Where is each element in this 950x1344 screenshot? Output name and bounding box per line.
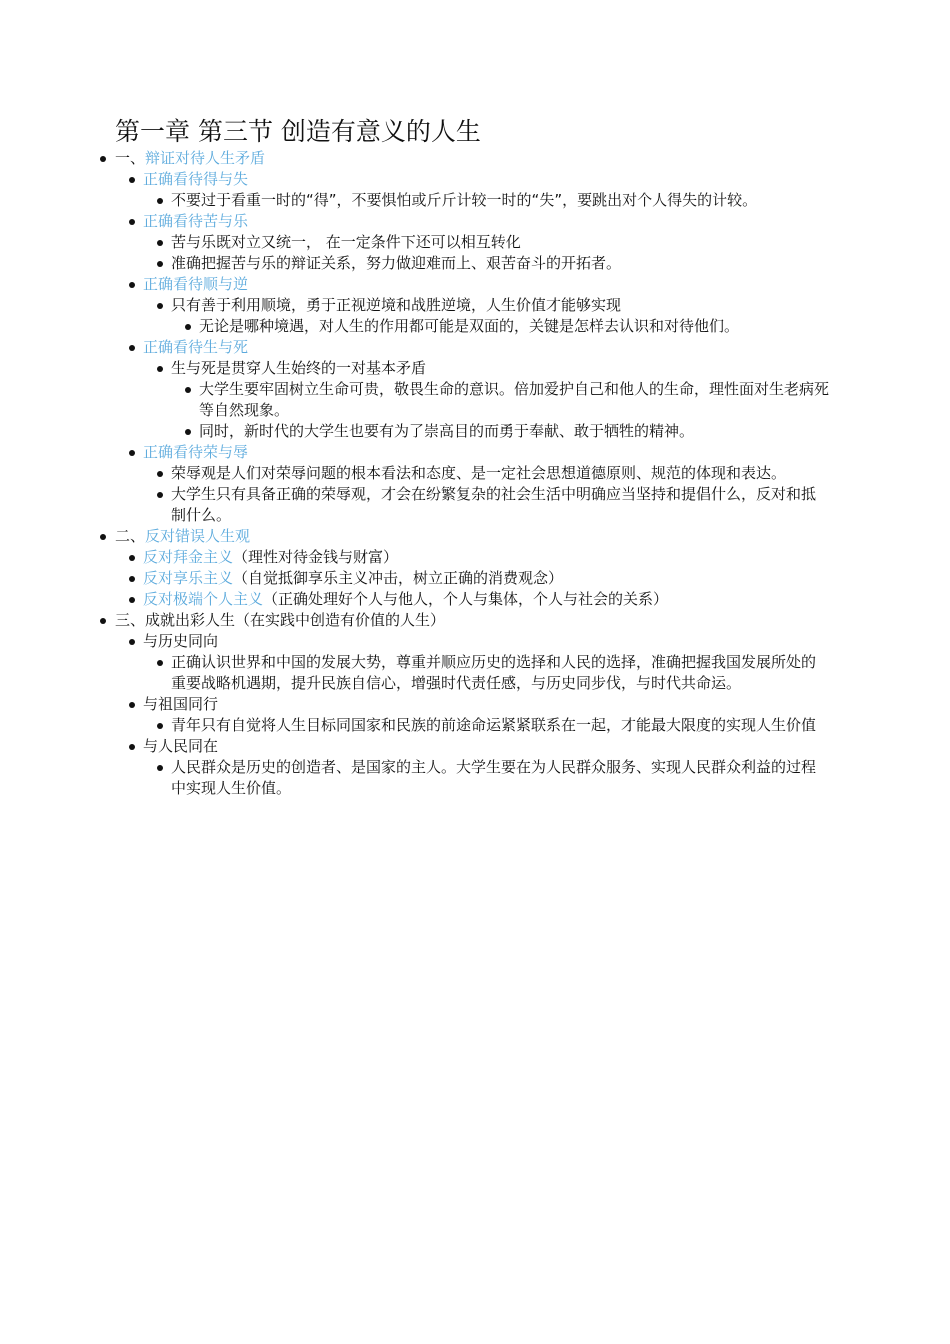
subpoint-text: 同时，新时代的大学生也要有为了崇高目的而勇于奉献、敢于牺牲的精神。 [199,422,695,440]
point-text: 青年只有自觉将人生目标同国家和民族的前途命运紧紧联系在一起，才能最大限度的实现人生价值 [171,716,817,734]
section-link[interactable]: 反对错误人生观 [145,527,251,545]
subsection-3-2 [0,694,950,715]
subsection-link[interactable]: 正确看待得与失 [143,170,249,188]
point-text: 苦与乐既对立又统一， 在一定条件下还可以相互转化 [171,233,521,251]
subsection-2-1 [0,547,950,568]
bullet-icon [157,198,163,204]
subsection-1-2 [0,211,950,232]
subsection-note: （正确处理好个人与他人，个人与集体，个人与社会的关系） [263,590,669,608]
bullet-icon [185,387,191,393]
point-text: 只有善于利用顺境，勇于正视逆境和战胜逆境，人生价值才能够实现 [171,296,622,314]
list-item [0,232,950,253]
subsection-heading: 与祖国同行 [143,695,219,713]
subsection-heading: 与人民同在 [143,737,219,755]
subsection-1-3 [0,274,950,295]
subpoint-text: 无论是哪种境遇，对人生的作用都可能是双面的，关键是怎样去认识和对待他们。 [199,317,740,335]
subsection-heading: 与历史同向 [143,632,219,650]
page-title: 第一章 第三节 创造有意义的人生 [115,117,481,146]
section-prefix: 二、 [115,527,146,545]
subsection-2-3 [0,589,950,610]
list-item [0,295,950,316]
bullet-icon [157,471,163,477]
bullet-icon [129,555,135,561]
subsection-1-1 [0,169,950,190]
subsection-link[interactable]: 正确看待苦与乐 [143,212,249,230]
list-item [0,652,950,694]
outline-list [0,148,950,799]
section-1 [0,148,950,169]
bullet-icon [157,261,163,267]
list-item [0,421,950,442]
bullet-icon [129,744,135,750]
subsection-1-4 [0,337,950,358]
bullet-icon [129,702,135,708]
section-link[interactable]: 辩证对待人生矛盾 [145,149,266,167]
list-item [0,484,950,526]
subsection-link[interactable]: 反对拜金主义 [143,548,234,566]
point-text: 荣辱观是人们对荣辱问题的根本看法和态度、是一定社会思想道德原则、规范的体现和表达。 [171,464,787,482]
list-item [0,190,950,211]
subsection-3-1 [0,631,950,652]
subsection-link[interactable]: 正确看待顺与逆 [143,275,249,293]
bullet-icon [157,660,163,666]
point-text: 正确认识世界和中国的发展大势，尊重并顺应历史的选择和人民的选择，准确把握我国发展所处的重要战略机遇期，提升民族自信心，增强时代责任感，与历史同步伐，与时代共命运。 [171,653,817,692]
point-text: 大学生只有具备正确的荣辱观，才会在纷繁复杂的社会生活中明确应当坚持和提倡什么，反对和抵制什么。 [171,485,817,524]
list-item [0,463,950,484]
list-item [0,757,950,799]
bullet-icon [157,765,163,771]
subsection-link[interactable]: 反对极端个人主义 [143,590,264,608]
subsection-3-3 [0,736,950,757]
list-item [0,379,950,421]
bullet-icon [129,345,135,351]
section-3 [0,610,950,631]
bullet-icon [129,177,135,183]
section-prefix: 一、 [115,149,146,167]
list-item [0,253,950,274]
subsection-link[interactable]: 正确看待荣与辱 [143,443,249,461]
point-text: 生与死是贯穿人生始终的一对基本矛盾 [171,359,427,377]
point-text: 人民群众是历史的创造者、是国家的主人。大学生要在为人民群众服务、实现人民群众利益的过程中实现人生价值。 [171,758,817,797]
bullet-icon [157,723,163,729]
bullet-icon [100,618,106,624]
bullet-icon [129,450,135,456]
bullet-icon [157,366,163,372]
subsection-link[interactable]: 正确看待生与死 [143,338,249,356]
subsection-note: （自觉抵御享乐主义冲击，树立正确的消费观念） [233,569,564,587]
bullet-icon [100,534,106,540]
bullet-icon [100,156,106,162]
bullet-icon [157,303,163,309]
point-text: 准确把握苦与乐的辩证关系，努力做迎难而上、艰苦奋斗的开拓者。 [171,254,622,272]
bullet-icon [157,492,163,498]
bullet-icon [157,240,163,246]
section-2 [0,526,950,547]
list-item [0,358,950,379]
list-item [0,316,950,337]
subsection-note: （理性对待金钱与财富） [233,548,399,566]
subsection-2-2 [0,568,950,589]
subsection-1-5 [0,442,950,463]
list-item [0,715,950,736]
bullet-icon [129,576,135,582]
section-heading: 三、成就出彩人生（在实践中创造有价值的人生） [115,611,446,629]
bullet-icon [129,639,135,645]
subsection-link[interactable]: 反对享乐主义 [143,569,234,587]
bullet-icon [129,219,135,225]
subpoint-text: 大学生要牢固树立生命可贵，敬畏生命的意识。倍加爱护自己和他人的生命，理性面对生老病死等自然现象。 [199,380,830,419]
bullet-icon [185,324,191,330]
bullet-icon [129,597,135,603]
bullet-icon [185,429,191,435]
bullet-icon [129,282,135,288]
point-text: 不要过于看重一时的“得”，不要惧怕或斤斤计较一时的“失”，要跳出对个人得失的计较。 [171,191,758,209]
